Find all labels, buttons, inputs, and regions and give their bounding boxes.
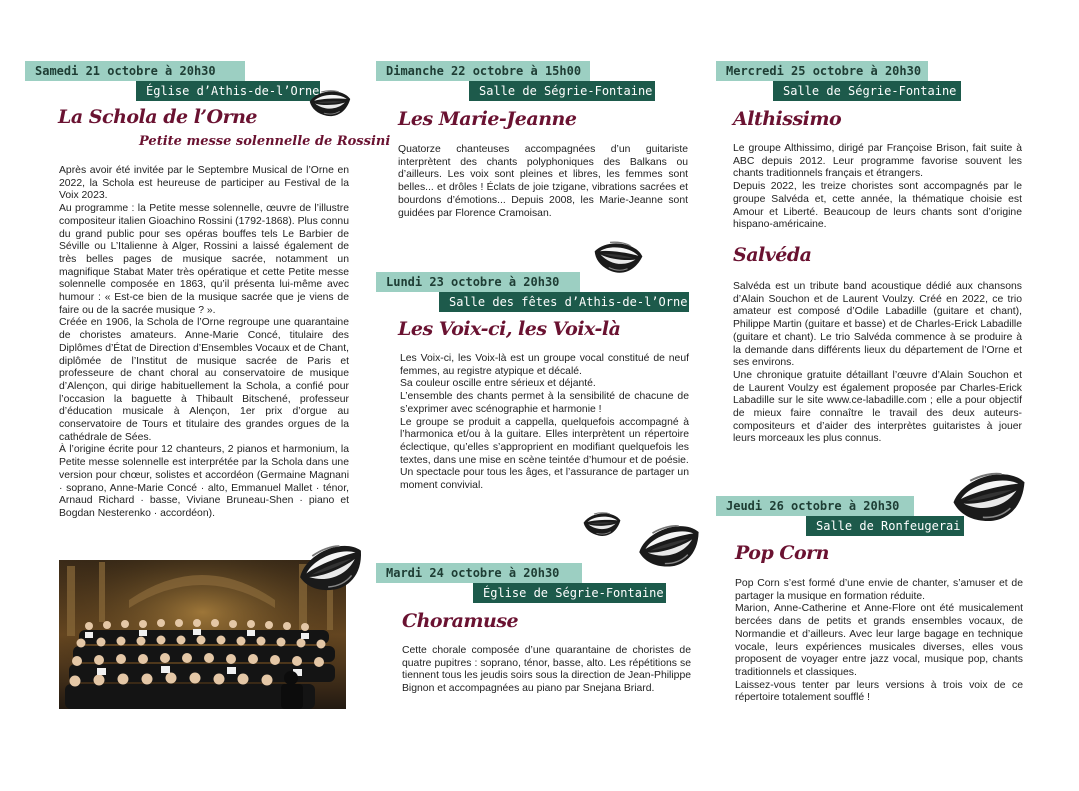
- paragraph: Laissez-vous tenter par leurs versions à trois voix de ce répertoire totalement soufflé !: [735, 679, 1023, 704]
- paragraph: Quatorze chanteuses accompagnées d’un guitariste interprètent des chants polyphoniques des Balkans ou d’ailleurs. Les voix sont pleines et libres, les femmes sont belles... et drôles ! Éclats de joie tzigane, vibrations sacrées et bourdons d’émotions... Depuis 2008, les Marie-Jeanne sont guidées par Florence Cramoisan.: [398, 144, 688, 219]
- mouth-icon: [296, 536, 368, 600]
- paragraph: Marion, Anne-Catherine et Anne-Flore ont été musicalement bercées dans de petits et grands ensembles vocaux, de Normandie et d’ailleurs. Avec leur large bagage en technique vocale, leurs expériences musicales diverses, elles vous proposent de voyager entre jazz vocal, musique pop, chants traditionnels et classiques.: [735, 603, 1023, 678]
- venue-bar-segrie-eglise: Église de Ségrie-Fontaine: [473, 583, 666, 603]
- event-title: Salvéda: [733, 244, 812, 266]
- event-title: Pop Corn: [735, 542, 829, 564]
- event-description: [733, 143, 1022, 232]
- event-title: La Schola de l’Orne: [58, 106, 257, 128]
- paragraph: Le groupe Althissimo, dirigé par Françoise Brison, fait suite à ABC depuis 2012. Leur programme favorise souvent les chants traditionnels français et étrangers.: [733, 143, 1022, 180]
- paragraph: Une chronique gratuite détaillant l’œuvre d’Alain Souchon et de Laurent Voulzy est également proposée par Charles-Erick Labadille sur le site www.ce-labadille.com ; elle a pour objectif de mieux faire connaître le travail des deux auteurs-compositeurs et d’aider des interprètes guitaristes à jouer leurs morceaux les plus connus.: [733, 369, 1022, 445]
- paragraph: Sa couleur oscille entre sérieux et déjanté.: [400, 378, 596, 390]
- event-description: [400, 353, 689, 493]
- paragraph: Après avoir été invitée par le Septembre Musical de l’Orne en 2022, la Schola est heureuse de participer au Festival de la Voix 2023.: [59, 165, 349, 202]
- event-description: [402, 645, 691, 696]
- event-title: Choramuse: [402, 610, 519, 632]
- event-title: Les Marie-Jeanne: [398, 108, 577, 130]
- paragraph: Au programme : la Petite messe solennelle, œuvre de l’illustre compositeur italien Gioachino Rossini (1792-1868). Plus connu du grand public pour ses opéras bouffes tels Le Barbier de Séville ou L’Italienne à Alger, Rossini a laissé également de très belles pages de musique sacrée, notamment un magnifique Stabat Mater très opératique et cette Petite messe solennelle composée en 1863, qu’il présenta lui-même avec humour : « Est-ce bien de la musique sacrée que je viens de faire ou de la sacrée musique ? ».: [59, 203, 349, 316]
- paragraph: Depuis 2022, les treize choristes sont accompagnés par le groupe Salvéda et, cette année, la thématique choisie est Amour et Liberté. Beaucoup de leurs chants sont d’origine hispano-américaine.: [733, 181, 1022, 231]
- paragraph: L’ensemble des chants permet à la sensibilité de chacune de s’exprimer avec scénographie et harmonie !: [400, 391, 689, 415]
- date-bar-mercredi: Mercredi 25 octobre à 20h30: [716, 61, 928, 81]
- venue-bar-athis-salle-fetes: Salle des fêtes d’Athis-de-l’Orne: [439, 292, 689, 312]
- mouth-icon: [308, 84, 352, 122]
- mouth-icon: [582, 506, 622, 542]
- paragraph: Salvéda est un tribute band acoustique dédié aux chansons d’Alain Souchon et de Laurent Voulzy. Créé en 2022, ce trio amateur est composé d’Odile Labadille (guitare et chant), Philippe Martin (guitare et basse) et de Charles-Erick Labadille (guitare et chant). Le trio Salvéda commence à se produire à la demande dans différents lieux du département de l’Orne et ses environs.: [733, 281, 1022, 369]
- mouth-icon: [592, 232, 644, 282]
- event-description: [733, 281, 1022, 446]
- venue-bar-segrie-salle: Salle de Ségrie-Fontaine: [773, 81, 961, 101]
- paragraph: À l’origine écrite pour 12 chanteurs, 2 pianos et harmonium, la Petite messe solennelle est interprétée par la Schola dans une version pour chœur, solistes et accordéon (Germaine Magnani · soprano, Anne-Marie Concé · alto, Emmanuel Mallet · ténor, Arnaud Richard · basse, Viviane Bruneau-Shen · piano et Bogdan Nesterenko · accordéon).: [59, 444, 349, 519]
- date-bar-jeudi: Jeudi 26 octobre à 20h30: [716, 496, 914, 516]
- paragraph: Cette chorale composée d’une quarantaine de choristes de quatre pupitres : soprano, ténor, basse, alto. Les répétitions se tiennent tous les jeudis soirs sous la direction de Jean-Philippe Bignon et accompagnées au piano par Snejana Briard.: [402, 645, 691, 695]
- event-subtitle: Petite messe solennelle de Rossini: [139, 134, 391, 149]
- date-bar-samedi: Samedi 21 octobre à 20h30: [25, 61, 245, 81]
- event-description: [59, 165, 349, 521]
- event-title: Les Voix-ci, les Voix-là: [398, 318, 621, 340]
- venue-bar-segrie-salle: Salle de Ségrie-Fontaine: [469, 81, 655, 101]
- paragraph: Un spectacle pour tous les âges, et l’assurance de partager un moment convivial.: [400, 467, 689, 492]
- venue-bar-athis-eglise: Église d’Athis-de-l’Orne: [136, 81, 320, 101]
- date-bar-dimanche: Dimanche 22 octobre à 15h00: [376, 61, 590, 81]
- paragraph: Pop Corn s’est formé d’une envie de chanter, s’amuser et de partager la musique en formation réduite.: [735, 578, 1023, 602]
- paragraph: Le groupe se produit a cappella, quelquefois accompagné à l’harmonica et/ou à la guitare. Elles interprètent un répertoire éclectique, qu’elles s’approprient en modifiant quelquefois les textes, dans une mise en scène teintée d’humour et de poésie.: [400, 416, 689, 466]
- mouth-icon: [636, 514, 704, 578]
- venue-bar-ronfeugerai: Salle de Ronfeugerai: [806, 516, 964, 536]
- event-title: Althissimo: [733, 108, 842, 130]
- paragraph: Créée en 1906, la Schola de l’Orne regroupe une quarantaine de choristes amateurs. Anne-Marie Concé, titulaire des Diplômes d’État de Direction d’Ensembles Vocaux et de Chant, diplômée de l’Institut de musique sacrée de Paris et professeure de chant choral au conservatoire de musique d’Alençon, qui dirige habituellement la Schola, a confié pour l’occasion la baguette à Thibault Bitschené, professeur d’éducation musicale à Alençon, 1er prix d’orgue au conservatoire de Tours et titulaire des grandes orgues de la cathédrale de Sées.: [59, 317, 349, 443]
- event-description: [398, 144, 688, 220]
- date-bar-mardi: Mardi 24 octobre à 20h30: [376, 563, 582, 583]
- paragraph: Les Voix-ci, les Voix-là est un groupe vocal constitué de neuf femmes, au registre atypique et décalé.: [400, 353, 689, 377]
- event-description: [735, 578, 1023, 705]
- date-bar-lundi: Lundi 23 octobre à 20h30: [376, 272, 580, 292]
